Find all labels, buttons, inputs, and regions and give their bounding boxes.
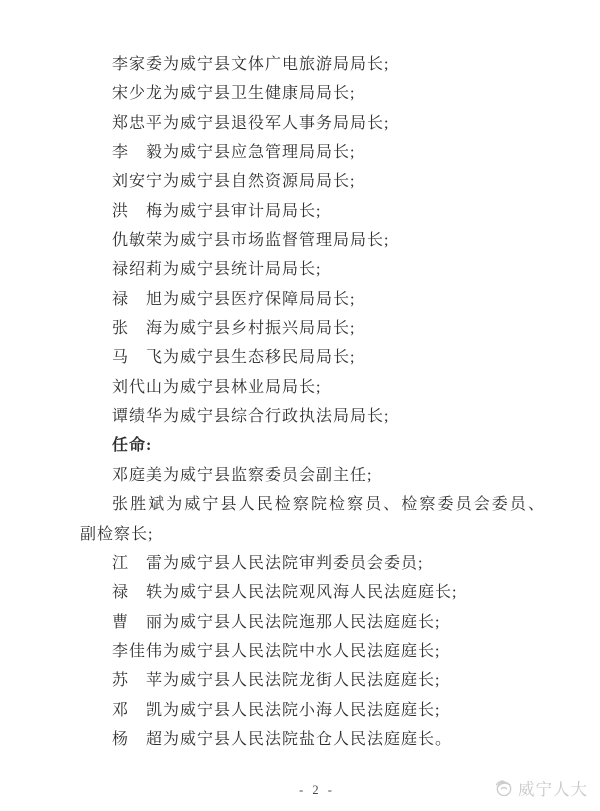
document-line: 禄 旭为威宁县医疗保障局局长; [112,290,356,308]
document-line: 马 飞为威宁县生态移民局局长; [112,349,356,367]
document-line: 苏 苹为威宁县人民法院龙街人民法庭庭长; [112,672,441,690]
document-line: 宋少龙为威宁县卫生健康局局长; [112,85,356,103]
document-line: 谭绩华为威宁县综合行政执法局局长; [112,408,390,426]
document-line: 刘代山为威宁县林业局局长; [112,378,322,396]
document-line: 副检察长; [80,525,154,543]
watermark-text: 威宁人大 [518,780,588,799]
document-line: 洪 梅为威宁县审计局局长; [112,202,322,220]
document-line: 曹 丽为威宁县人民法院迤那人民法庭庭长; [112,613,441,631]
document-line: 张胜斌为威宁县人民检察院检察员、检察委员会委员、 [112,496,545,514]
document-line: 李 毅为威宁县应急管理局局长; [112,144,356,162]
document-line: 郑忠平为威宁县退役军人事务局局长; [112,114,390,132]
document-line: 江 雷为威宁县人民法院审判委员会委员; [112,554,424,572]
document-line: 张 海为威宁县乡村振兴局局长; [112,320,356,338]
watermark [494,776,588,800]
document-line: 禄 轶为威宁县人民法院观风海人民法庭庭长; [112,584,458,602]
document-line: 李家委为威宁县文体广电旅游局局长; [112,56,390,73]
page-number: - 2 - [299,783,335,797]
document-text-block [80,50,545,754]
document-line: 邓 凯为威宁县人民法院小海人民法庭庭长; [112,701,441,719]
document-line: 李佳伟为威宁县人民法院中水人民法庭庭长; [112,642,441,660]
document-line: 禄绍莉为威宁县统计局局长; [112,261,322,279]
appointment-section-heading: 任命: [112,437,153,455]
weiningrenda-logo-icon [494,778,514,798]
document-line: 刘安宁为威宁县自然资源局局长; [112,173,356,191]
document-line: 邓庭美为威宁县监察委员会副主任; [112,466,373,484]
document-line: 杨 超为威宁县人民法院盐仓人民法庭庭长。 [112,730,453,748]
document-line: 仇敏荣为威宁县市场监督管理局局长; [112,232,390,250]
